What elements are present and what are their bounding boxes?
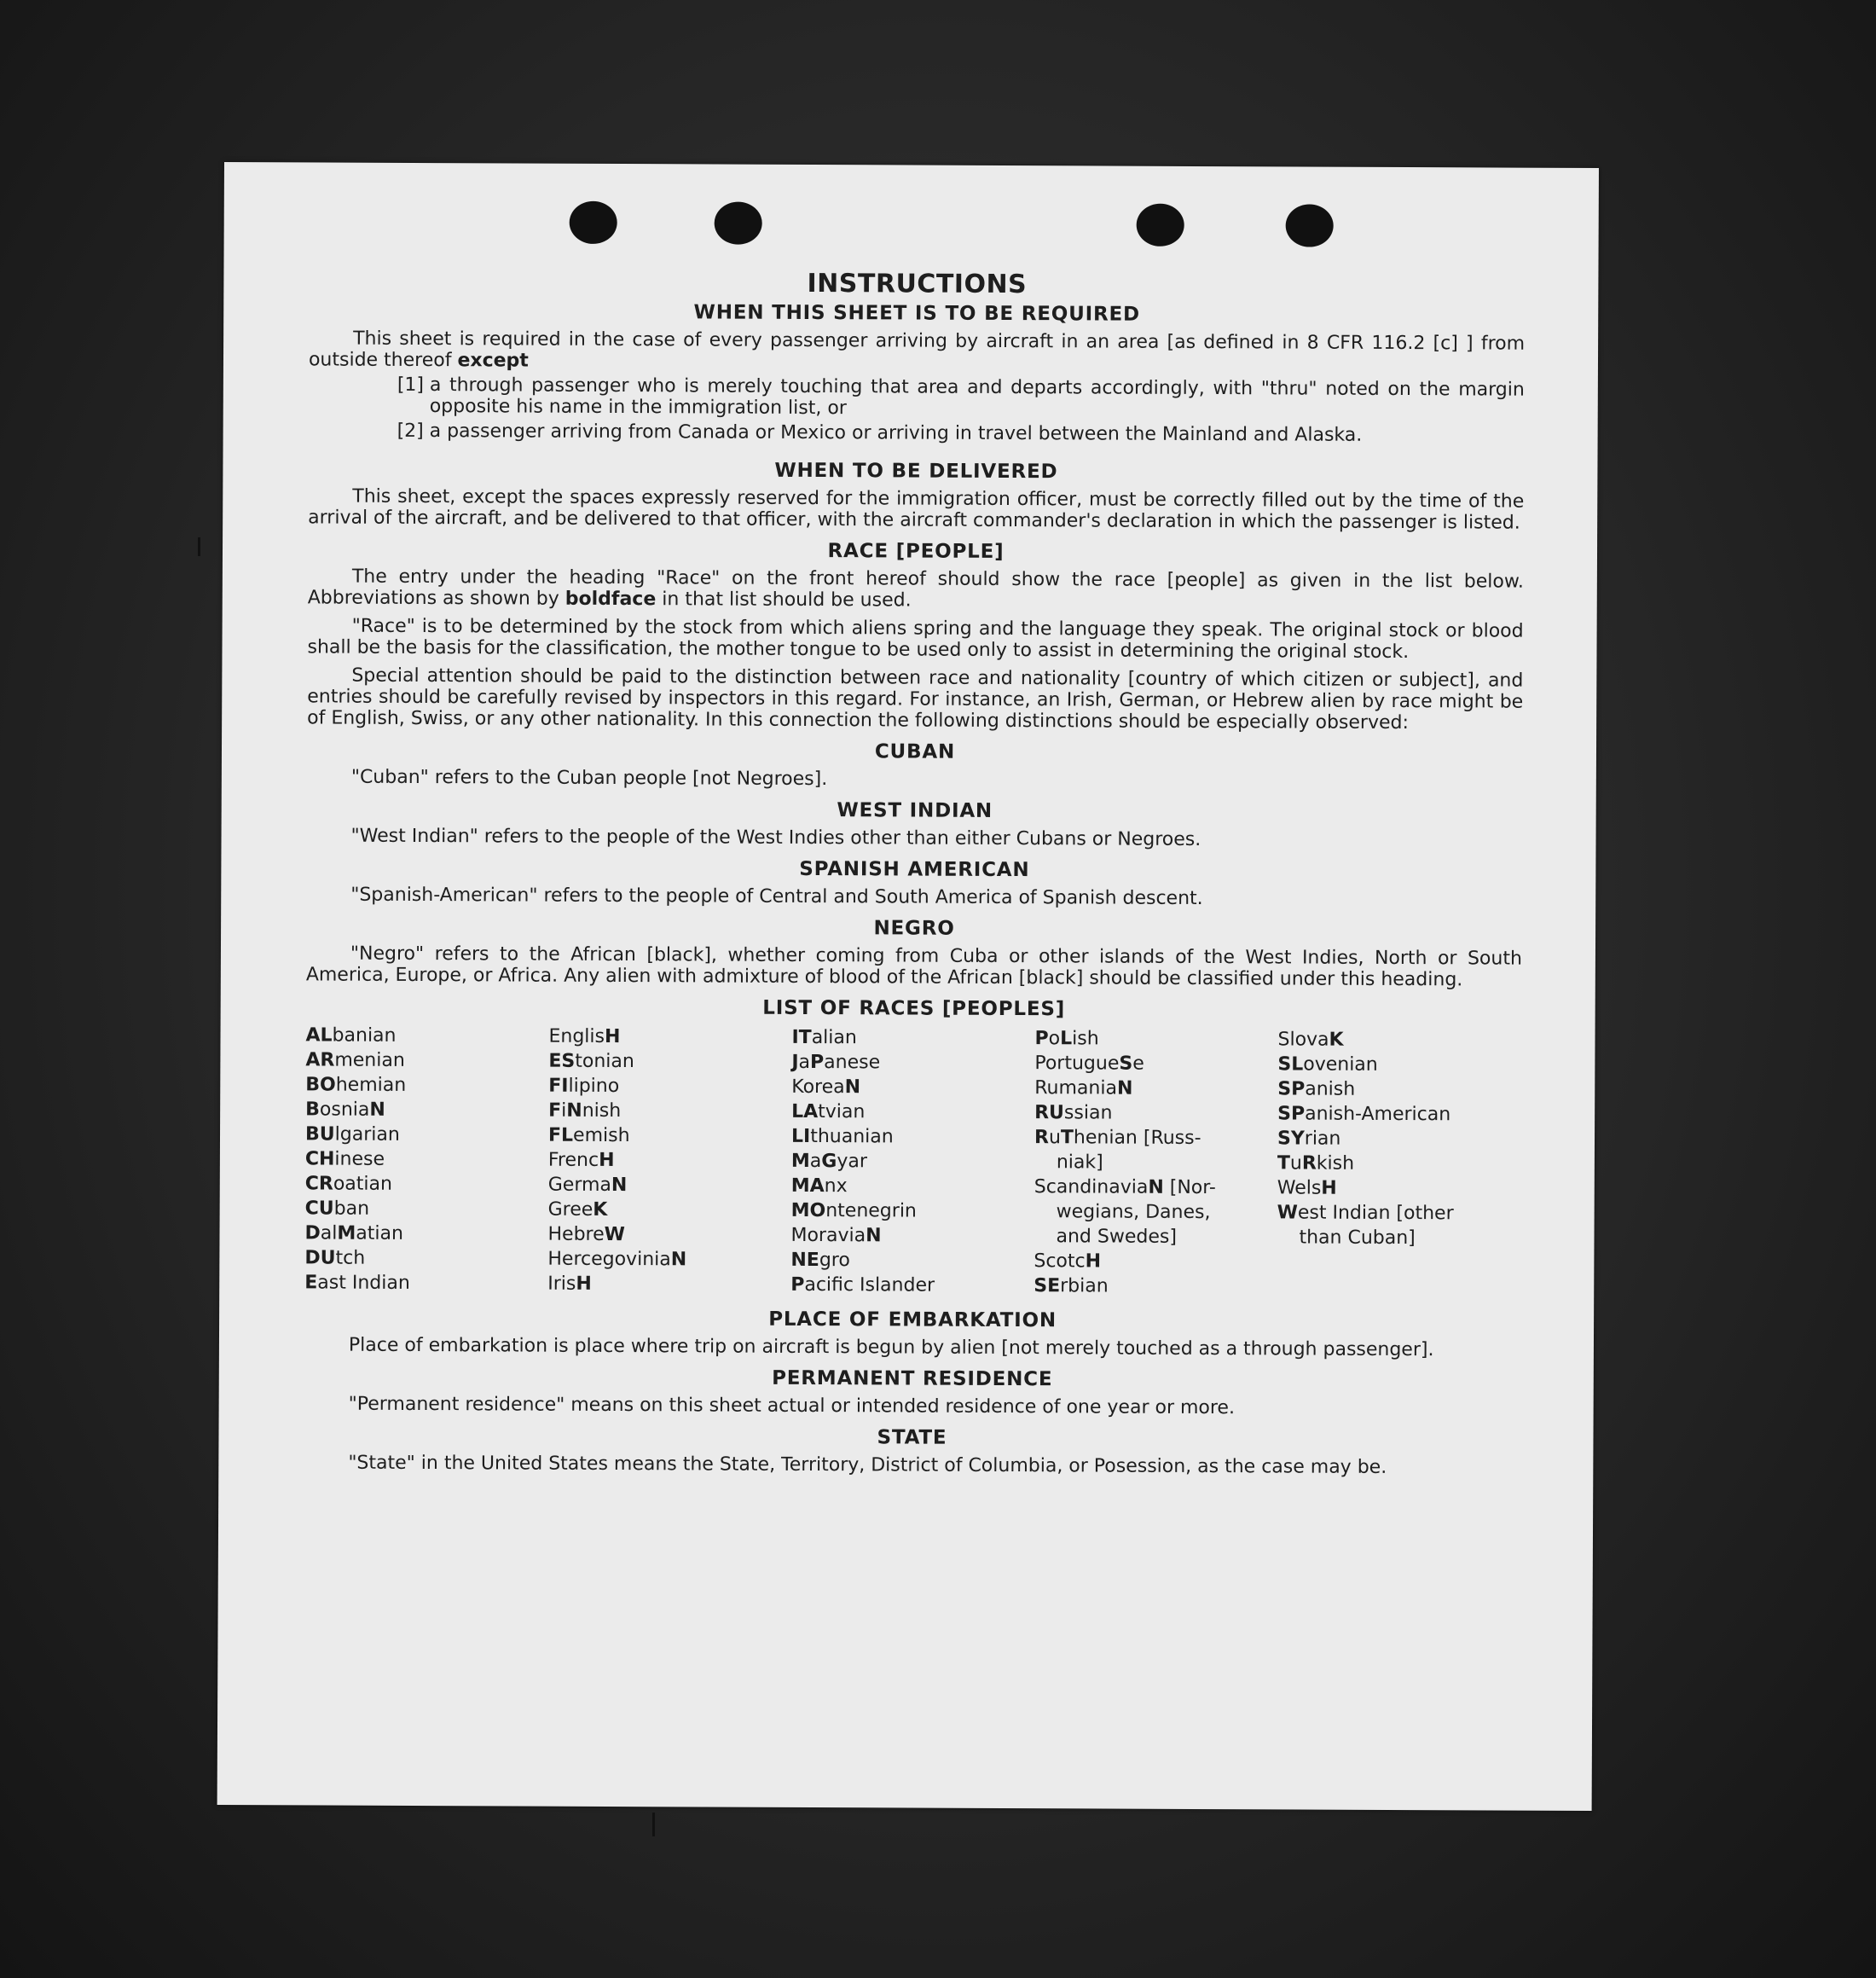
race-entry: [790, 1273, 1034, 1298]
race-text: Wels: [1277, 1177, 1322, 1199]
race-text: Moravia: [790, 1224, 866, 1247]
race-text: than Cuban]: [1299, 1227, 1416, 1250]
race-abbrev: P: [790, 1273, 805, 1296]
paragraph-race-2: "Race" is to be determined by the stock from which aliens spring and the language they speak. The original stock or blood shall be the basis for the classification, the mother tongue to be used only to assist in determining the original stock.: [307, 615, 1524, 664]
item-text: a through passenger who is merely touching that area and departs accordingly, with "thru" noted on the margin opposite his name in the immigration list, or: [429, 374, 1525, 420]
race-text: tvian: [818, 1101, 866, 1123]
race-text: anish-American: [1305, 1103, 1451, 1126]
race-text: emish: [573, 1124, 630, 1147]
race-text: al: [320, 1222, 338, 1244]
race-abbrev: B: [305, 1099, 320, 1121]
section-heading-delivered: WHEN TO BE DELIVERED: [774, 459, 1058, 484]
race-abbrev: CH: [304, 1148, 335, 1170]
race-text: wegians, Danes,: [1056, 1201, 1211, 1224]
race-text: Korea: [791, 1076, 845, 1099]
race-text: Scandinavia: [1034, 1176, 1149, 1198]
race-abbrev: N: [866, 1225, 882, 1247]
race-column: [1277, 1027, 1520, 1300]
race-entry: [1034, 1026, 1277, 1052]
race-text: inese: [334, 1148, 385, 1170]
race-abbrev: FI: [548, 1075, 569, 1097]
race-abbrev: E: [304, 1272, 318, 1294]
race-abbrev: MA: [790, 1175, 825, 1198]
race-entry: [1034, 1125, 1277, 1151]
scan-mark: [652, 1813, 655, 1836]
race-abbrev: BU: [304, 1123, 335, 1146]
race-abbrev: H: [1085, 1250, 1102, 1273]
race-entry: [1034, 1150, 1277, 1175]
race-entry: [1277, 1126, 1520, 1151]
race-text: ast Indian: [317, 1272, 410, 1294]
section-heading-spanish-american: SPANISH AMERICAN: [799, 857, 1030, 882]
race-entry: [547, 1222, 790, 1248]
race-entry: [304, 1245, 547, 1271]
race-entry: [1277, 1076, 1520, 1102]
race-entry: [548, 1074, 791, 1099]
paragraph-spanish-american: "Spanish-American" refers to the people of Central and South America of Spanish descent.: [350, 884, 1203, 910]
race-entry: [1277, 1027, 1520, 1053]
race-abbrev: LI: [790, 1125, 811, 1148]
paragraph-required: [309, 328, 1525, 375]
paragraph-race-1: [308, 566, 1524, 613]
race-text: i: [561, 1099, 567, 1122]
race-text: Portugue: [1034, 1053, 1120, 1075]
race-text: [Nor-: [1163, 1176, 1216, 1199]
section-heading-embarkation: PLACE OF EMBARKATION: [768, 1308, 1057, 1332]
race-text: gro: [819, 1250, 850, 1272]
race-text: yar: [837, 1151, 867, 1173]
race-abbrev: J: [791, 1051, 799, 1073]
race-abbrev: N: [1116, 1077, 1133, 1099]
race-text: est Indian [other: [1297, 1202, 1454, 1225]
instructions-content: [304, 266, 1525, 1485]
race-entry: [791, 1198, 1034, 1224]
punch-hole: [1286, 204, 1334, 247]
punch-hole: [715, 202, 762, 245]
race-entry: [547, 1272, 790, 1297]
race-entry: [305, 1146, 548, 1172]
race-entry: [1034, 1076, 1277, 1101]
race-abbrev: P: [1034, 1028, 1049, 1050]
race-abbrev: DU: [304, 1247, 336, 1269]
race-entry: [548, 1024, 791, 1050]
race-abbrev: W: [604, 1223, 625, 1246]
race-entry: [305, 1097, 548, 1122]
race-entry: [1034, 1224, 1277, 1250]
race-abbrev: MO: [790, 1199, 826, 1222]
race-text: nx: [824, 1175, 848, 1198]
race-text: banian: [332, 1024, 397, 1047]
instruction-sheet: [217, 162, 1599, 1811]
race-entry: [548, 1099, 791, 1124]
race-abbrev: M: [337, 1222, 356, 1244]
race-abbrev: R: [1301, 1152, 1317, 1175]
paragraph-west-indian: "West Indian" refers to the people of the West Indies other than either Cubans or Negroes.: [350, 825, 1201, 851]
list-item: [397, 421, 1525, 447]
race-abbrev: CR: [304, 1173, 333, 1195]
section-heading-cuban: CUBAN: [874, 740, 956, 763]
paragraph-text: The entry under the heading "Race" on the front hereof should show the race [people] as given in the list below. Abbreviations as shown by: [307, 566, 1524, 610]
race-abbrev: SP: [1277, 1103, 1306, 1125]
race-text: ssian: [1063, 1102, 1113, 1124]
section-heading-race: RACE [PEOPLE]: [827, 540, 1005, 563]
item-number: [1]: [397, 374, 425, 397]
race-abbrev: H: [599, 1149, 615, 1172]
race-text: a: [809, 1151, 822, 1173]
item-text: a passenger arriving from Canada or Mexico or arriving in travel between the Mainland and Alaska.: [429, 421, 1363, 446]
race-abbrev: P: [810, 1052, 825, 1074]
race-text: o: [1048, 1028, 1061, 1050]
paragraph-residence: "Permanent residence" means on this sheet actual or intended residence of one year or more.: [348, 1393, 1236, 1419]
race-text: a: [798, 1051, 811, 1074]
race-entry: [791, 1025, 1034, 1051]
race-entry: [791, 1174, 1034, 1199]
race-text: niak]: [1056, 1151, 1103, 1174]
race-abbrev: F: [548, 1099, 562, 1122]
race-entry: [547, 1247, 790, 1273]
race-abbrev: N: [1148, 1176, 1164, 1198]
race-abbrev: ES: [548, 1050, 576, 1072]
race-text: hemian: [335, 1074, 407, 1096]
race-text: Frenc: [547, 1149, 599, 1171]
bold-term: except: [457, 350, 529, 372]
race-text: ntenegrin: [825, 1200, 917, 1222]
race-abbrev: NE: [790, 1249, 819, 1272]
race-abbrev: W: [1277, 1202, 1298, 1224]
race-text: Hebre: [547, 1223, 605, 1245]
paragraph-cuban: "Cuban" refers to the Cuban people [not Negroes].: [350, 766, 828, 791]
race-entry: [548, 1198, 791, 1223]
race-list: [304, 1023, 1521, 1300]
race-text: thuanian: [810, 1126, 894, 1148]
race-entry: [1034, 1100, 1277, 1126]
paragraph-race-3: Special attention should be paid to the distinction between race and nationality [country of which citizen or subject], and entries should be carefully revised by inspectors in this regard. For instance, an Irish, German, or Hebrew alien by race might be of English, Swiss, or any other nationality. In this connection the following distinctions should be especially observed:: [307, 664, 1524, 734]
race-abbrev: SL: [1277, 1053, 1304, 1076]
race-text: nish: [582, 1099, 622, 1122]
race-entry: [1034, 1249, 1277, 1274]
race-text: e: [1132, 1053, 1144, 1075]
race-abbrev: FL: [547, 1124, 574, 1146]
race-column: [1034, 1026, 1277, 1299]
paragraph-state: "State" in the United States means the State, Territory, District of Columbia, or Posession, as the case may be.: [348, 1452, 1387, 1478]
race-column: [790, 1025, 1034, 1298]
race-text: Germa: [547, 1174, 611, 1196]
race-entry: [1277, 1175, 1520, 1201]
race-entry: [304, 1221, 547, 1246]
race-text: tonian: [575, 1050, 634, 1073]
race-entry: [1277, 1151, 1520, 1176]
race-entry: [305, 1072, 548, 1098]
race-entry: [791, 1075, 1034, 1100]
race-text: Iris: [547, 1273, 576, 1295]
race-abbrev: N: [566, 1099, 582, 1122]
race-text: u: [1048, 1127, 1061, 1149]
race-entry: [790, 1223, 1034, 1249]
race-abbrev: SP: [1277, 1078, 1306, 1100]
race-abbrev: IT: [791, 1026, 812, 1049]
race-text: u: [1289, 1152, 1302, 1175]
race-entry: [791, 1050, 1034, 1076]
race-entry: [1034, 1175, 1277, 1200]
race-abbrev: T: [1277, 1152, 1290, 1175]
race-text: ovenian: [1303, 1053, 1378, 1076]
race-text: ish: [1072, 1028, 1099, 1050]
race-entry: [548, 1049, 791, 1075]
race-text: Hercegovinia: [547, 1248, 671, 1271]
paragraph-text: in that list should be used.: [656, 589, 912, 612]
section-heading-west-indian: WEST INDIAN: [837, 799, 993, 822]
race-abbrev: H: [604, 1025, 621, 1048]
race-entry: [548, 1123, 791, 1149]
scan-mark: [198, 537, 200, 556]
race-entry: [1277, 1052, 1520, 1077]
race-entry: [1034, 1199, 1277, 1225]
race-abbrev: G: [821, 1151, 837, 1173]
race-entry: [305, 1122, 548, 1147]
race-entry: [305, 1171, 548, 1197]
race-entry: [305, 1023, 548, 1048]
race-text: anish: [1305, 1078, 1356, 1100]
paragraph-embarkation: Place of embarkation is place where trip on aircraft is begun by alien [not merely touched as a through passenger].: [348, 1334, 1434, 1361]
race-entry: [791, 1124, 1034, 1150]
race-text: atian: [356, 1222, 403, 1244]
race-entry: [1277, 1225, 1520, 1250]
race-abbrev: K: [593, 1198, 608, 1221]
item-number: [2]: [397, 420, 424, 443]
race-abbrev: N: [369, 1099, 385, 1121]
race-text: Scotc: [1034, 1250, 1086, 1273]
race-text: Slova: [1277, 1029, 1329, 1051]
race-abbrev: L: [1060, 1028, 1073, 1050]
race-text: lgarian: [334, 1123, 400, 1146]
section-heading-required: WHEN THIS SHEET IS TO BE REQUIRED: [693, 301, 1140, 326]
race-abbrev: R: [1034, 1127, 1050, 1149]
race-text: osnia: [319, 1099, 370, 1121]
race-entry: [304, 1270, 547, 1296]
race-abbrev: AR: [305, 1049, 335, 1071]
race-abbrev: K: [1329, 1029, 1344, 1051]
paragraph-text: This sheet is required in the case of every passenger arriving by aircraft in an area [as defined in 8 CFR 116.2 [c] ] from outside thereof: [308, 328, 1526, 372]
section-heading-race-list: LIST OF RACES [PEOPLES]: [762, 996, 1066, 1021]
race-text: kish: [1316, 1152, 1355, 1175]
race-entry: [548, 1148, 791, 1174]
race-text: oatian: [333, 1173, 393, 1195]
race-text: menian: [334, 1049, 405, 1071]
race-text: anese: [824, 1052, 881, 1074]
race-text: Gree: [547, 1198, 593, 1221]
punch-hole: [570, 201, 617, 244]
race-abbrev: BO: [305, 1074, 336, 1096]
list-item: [397, 374, 1525, 422]
race-text: tch: [335, 1247, 366, 1269]
race-abbrev: H: [576, 1273, 592, 1295]
race-abbrev: H: [1321, 1177, 1337, 1199]
race-text: rian: [1304, 1128, 1341, 1150]
section-heading-residence: PERMANENT RESIDENCE: [772, 1366, 1053, 1391]
race-column: [304, 1023, 548, 1296]
paragraph-delivered: This sheet, except the spaces expressly reserved for the immigration officer, must be correctly filled out by the time of the arrival of the aircraft, and be delivered to that officer, with the aircraft commander's declaration in which the passenger is listed.: [308, 485, 1525, 534]
race-entry: [1277, 1200, 1520, 1226]
race-abbrev: N: [844, 1076, 861, 1099]
race-abbrev: T: [1060, 1127, 1074, 1149]
race-entry: [791, 1149, 1034, 1175]
race-entry: [791, 1099, 1034, 1125]
section-heading-state: STATE: [877, 1426, 947, 1449]
race-abbrev: S: [1119, 1053, 1133, 1075]
race-text: henian [Russ-: [1073, 1127, 1201, 1150]
race-entry: [790, 1248, 1034, 1273]
race-abbrev: N: [670, 1249, 687, 1271]
race-text: rbian: [1060, 1275, 1109, 1297]
race-text: and Swedes]: [1056, 1226, 1177, 1248]
punch-hole: [1137, 204, 1184, 247]
race-entry: [1034, 1051, 1277, 1076]
race-text: Englis: [548, 1025, 605, 1047]
section-heading-negro: NEGRO: [873, 917, 955, 940]
race-entry: [1034, 1273, 1277, 1299]
race-text: ban: [333, 1198, 370, 1220]
race-text: Rumania: [1034, 1077, 1118, 1099]
race-abbrev: N: [611, 1174, 628, 1197]
paragraph-negro: "Negro" refers to the African [black], whether coming from Cuba or other islands of the West Indies, North or South America, Europe, or Africa. Any alien with admixture of blood of the African [black] should be classified under this heading.: [305, 943, 1522, 991]
race-abbrev: RU: [1034, 1102, 1065, 1124]
race-abbrev: SY: [1277, 1128, 1305, 1150]
race-text: alian: [811, 1027, 857, 1049]
race-entry: [305, 1047, 548, 1073]
race-column: [547, 1024, 791, 1297]
race-entry: [1277, 1101, 1520, 1127]
race-entry: [305, 1196, 548, 1221]
bold-term: boldface: [565, 588, 657, 611]
race-abbrev: AL: [305, 1024, 333, 1047]
race-text: lipino: [568, 1075, 620, 1098]
race-abbrev: D: [304, 1222, 321, 1244]
race-abbrev: SE: [1034, 1275, 1061, 1297]
race-abbrev: M: [790, 1150, 810, 1173]
race-entry: [548, 1173, 791, 1198]
page-title: INSTRUCTIONS: [807, 268, 1028, 300]
race-abbrev: CU: [304, 1198, 334, 1220]
race-text: acific Islander: [804, 1273, 935, 1296]
race-abbrev: LA: [791, 1100, 819, 1123]
